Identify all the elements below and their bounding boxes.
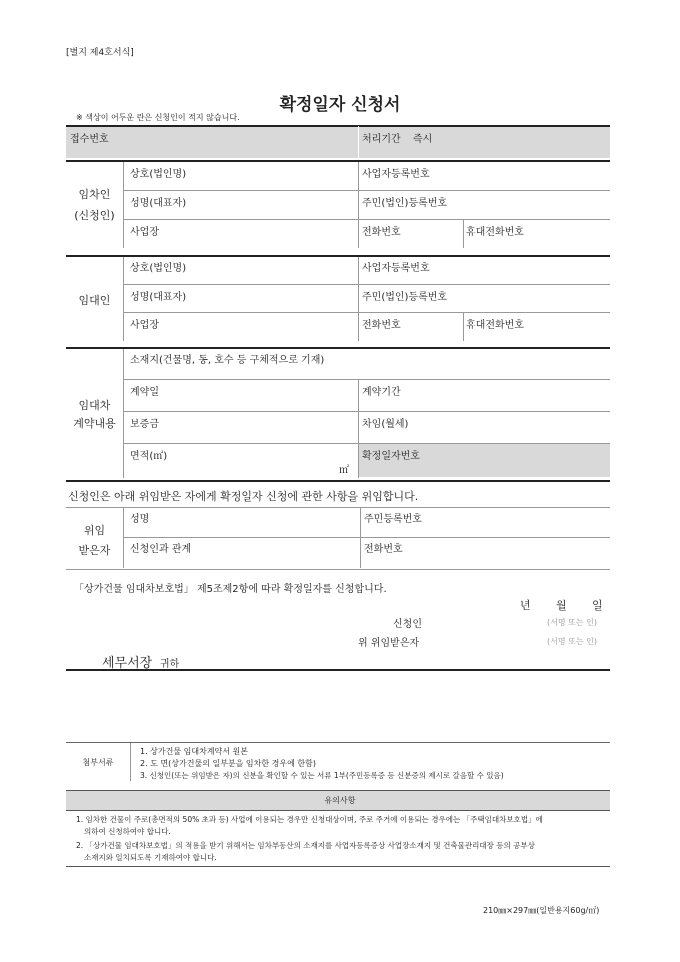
form-number-label: [별지 제4호서식] <box>66 48 134 58</box>
tenant-section-label: 임차인 <box>78 188 111 201</box>
paper-size-note: 210㎜×297㎜(일반용지60g/㎡) <box>483 906 600 915</box>
lease-area-field[interactable]: 면적(㎡) <box>130 451 168 462</box>
delegate-relation-field[interactable]: 신청인과 관계 <box>130 544 192 555</box>
form-title: 확정일자 신청서 <box>279 95 401 115</box>
note-item-1: 1. 임차한 건물이 주로(총면적의 50% 초과 등) 사업에 이용되는 경우만 신청대상이며, 주로 주거에 이용되는 경우에는 「주택임대차보호법」에 <box>76 815 543 824</box>
delegate-name-field[interactable]: 성명 <box>130 514 150 525</box>
delegate-section-sublabel: 받은자 <box>78 544 111 557</box>
lease-contract-period-field[interactable]: 계약기간 <box>362 387 401 398</box>
processing-period-label: 처리기간 <box>362 134 401 145</box>
lease-rent-field[interactable]: 차임(월세) <box>362 419 409 430</box>
notes-title: 유의사항 <box>324 796 356 805</box>
landlord-biz-reg-field[interactable]: 사업자등록번호 <box>362 263 430 274</box>
signer-delegate-sign[interactable]: (서명 또는 인) <box>547 637 597 646</box>
landlord-resident-no-field[interactable]: 주민(법인)등록번호 <box>362 292 448 303</box>
delegate-section-label: 위임 <box>83 524 106 537</box>
tenant-biz-reg-field[interactable]: 사업자등록번호 <box>362 169 430 180</box>
tenant-resident-no-field[interactable]: 주민(법인)등록번호 <box>362 198 448 209</box>
statement-text: 「상가건물 임대차보호법」 제5조제2항에 따라 확정일자를 신청합니다. <box>74 584 387 595</box>
tenant-phone-field[interactable]: 전화번호 <box>362 227 401 238</box>
processing-period-value: 즉시 <box>413 134 433 145</box>
lease-top-border <box>66 347 610 349</box>
lease-location-field[interactable]: 소재지(건물명, 동, 호수 등 구체적으로 기재) <box>130 355 325 366</box>
tenant-workplace-field[interactable]: 사업장 <box>130 227 159 238</box>
note-item-1-cont: 의하여 신청하여야 합니다. <box>84 827 171 836</box>
lease-section-sublabel: 계약내용 <box>73 417 116 430</box>
attachment-item-3: 3. 신청인(또는 위임받은 자)의 신분을 확인할 수 있는 서류 1부(주민등록증 등 신분증의 제시로 갈음할 수 있음) <box>140 771 504 780</box>
date-day: 일 <box>592 599 603 612</box>
top-border <box>66 125 610 127</box>
attachment-item-1: 1. 상가건물 임대차계약서 원본 <box>140 747 248 756</box>
lease-confirm-number-field: 확정일자번호 <box>362 451 420 462</box>
reception-shade <box>66 126 610 158</box>
tenant-trade-name-field[interactable]: 상호(법인명) <box>130 169 187 180</box>
delegation-top-border <box>66 480 610 482</box>
landlord-trade-name-field[interactable]: 상호(법인명) <box>130 263 187 274</box>
landlord-mobile-field[interactable]: 휴대전화번호 <box>466 320 524 331</box>
lease-area-unit: ㎡ <box>339 465 349 476</box>
signature-bottom-border <box>66 669 610 671</box>
lease-contract-date-field[interactable]: 계약일 <box>130 387 159 398</box>
signer-applicant-label: 신청인 <box>393 619 422 630</box>
notice-text: ※ 색상이 어두운 란은 신청인이 적지 않습니다. <box>76 113 240 122</box>
addressee-name: 세무서장 <box>102 656 153 671</box>
delegation-text: 신청인은 아래 위임받은 자에게 확정일자 신청에 관한 사항을 위임합니다. <box>68 490 419 503</box>
landlord-section-label: 임대인 <box>78 294 111 307</box>
date-month: 월 <box>556 599 567 612</box>
tenant-top-border <box>66 160 610 162</box>
signer-applicant-sign[interactable]: (서명 또는 인) <box>547 618 597 627</box>
attachment-item-2: 2. 도 면(상가건물의 일부분을 임차한 경우에 한함) <box>140 759 316 768</box>
receipt-number-label: 접수번호 <box>70 134 109 145</box>
lease-deposit-field[interactable]: 보증금 <box>130 419 159 430</box>
note-item-2: 2. 「상가건물 임대차보호법」의 적용을 받기 위해서는 임차부동산의 소재지를 사업자등록증상 사업장소재지 및 건축물관리대장 등의 공부상 <box>76 841 535 850</box>
tenant-mobile-field[interactable]: 휴대전화번호 <box>466 227 524 238</box>
delegate-resident-no-field[interactable]: 주민등록번호 <box>364 514 422 525</box>
addressee-suffix: 귀하 <box>160 659 180 670</box>
landlord-phone-field[interactable]: 전화번호 <box>362 320 401 331</box>
landlord-top-border <box>66 255 610 257</box>
landlord-name-field[interactable]: 성명(대표자) <box>130 292 187 303</box>
landlord-workplace-field[interactable]: 사업장 <box>130 320 159 331</box>
signer-delegate-label: 위 위임받은자 <box>358 638 420 649</box>
delegate-phone-field[interactable]: 전화번호 <box>364 544 403 555</box>
tenant-name-field[interactable]: 성명(대표자) <box>130 198 187 209</box>
note-item-2-cont: 소재지와 일치되도록 기재하여야 합니다. <box>84 853 217 862</box>
attachments-label: 첨부서류 <box>82 758 114 767</box>
lease-section-label: 임대차 <box>78 399 111 412</box>
tenant-section-sublabel: (신청인) <box>74 209 115 222</box>
date-year: 년 <box>520 599 531 612</box>
